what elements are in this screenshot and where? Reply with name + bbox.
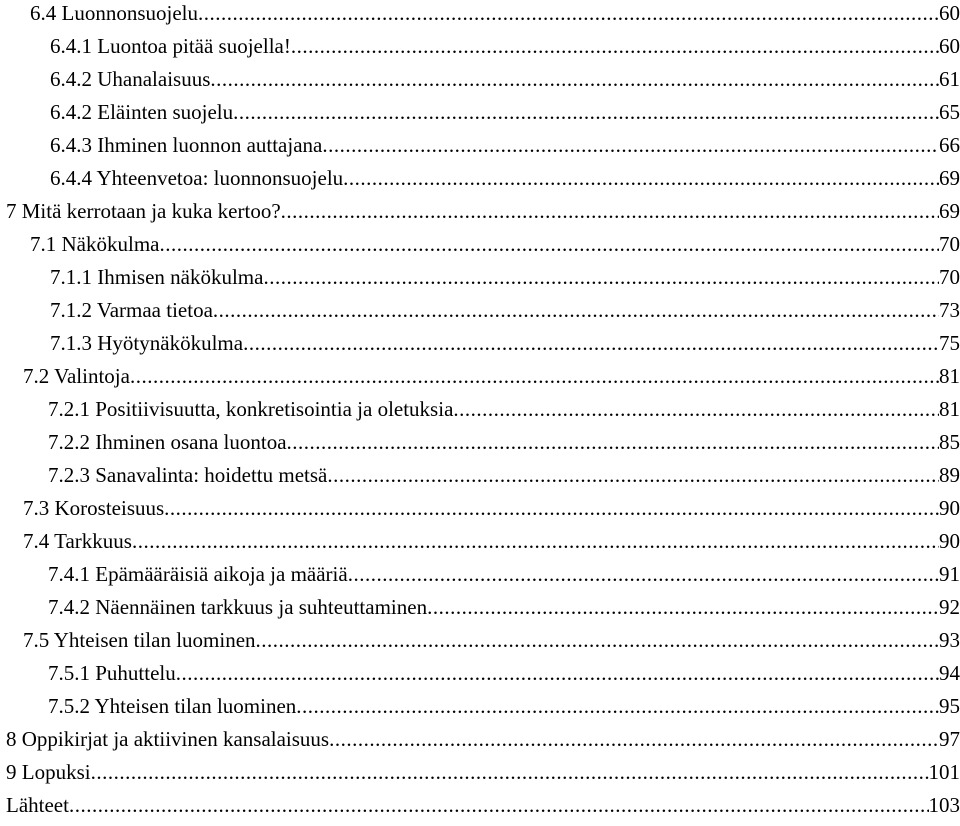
toc-entry-label: 6.4 Luonnonsuojelu	[30, 1, 198, 25]
toc-entry[interactable]	[0, 723, 960, 755]
toc-entry[interactable]	[0, 162, 960, 194]
toc-leader-dots	[256, 624, 939, 656]
toc-entry-label: 6.4.3 Ihminen luonnon auttajana	[50, 133, 323, 157]
toc-leader-dots	[233, 96, 939, 128]
toc-entry[interactable]	[0, 789, 960, 821]
toc-entry[interactable]	[0, 492, 960, 524]
toc-leader-dots	[453, 393, 939, 425]
toc-leader-dots	[69, 789, 929, 821]
toc-entry-page: 60	[939, 1, 960, 25]
toc-entry-page: 94	[939, 661, 960, 685]
toc-leader-dots	[263, 261, 939, 293]
toc-entry[interactable]	[0, 96, 960, 128]
toc-entry-label: 6.4.2 Eläinten suojelu	[50, 100, 234, 124]
toc-entry-page: 75	[939, 331, 960, 355]
toc-entry-label: 7.5.2 Yhteisen tilan luominen	[48, 694, 297, 718]
toc-entry-label: 7.5 Yhteisen tilan luominen	[23, 628, 256, 652]
toc-leader-dots	[329, 723, 939, 755]
toc-entry-page: 92	[939, 595, 960, 619]
toc-entry-label: 7.2.3 Sanavalinta: hoidettu metsä	[48, 463, 328, 487]
toc-entry[interactable]	[0, 228, 960, 260]
toc-leader-dots	[287, 426, 939, 458]
toc-entry[interactable]	[0, 525, 960, 557]
toc-entry[interactable]	[0, 129, 960, 161]
toc-leader-dots	[243, 327, 939, 359]
toc-entry[interactable]	[0, 294, 960, 326]
toc-leader-dots	[213, 294, 939, 326]
toc-entry[interactable]	[0, 30, 960, 62]
toc-leader-dots	[296, 690, 939, 722]
toc-entry[interactable]	[0, 756, 960, 788]
toc-entry-page: 81	[939, 364, 960, 388]
toc-leader-dots	[348, 558, 939, 590]
toc-entry-label: 7.1.2 Varmaa tietoa	[50, 298, 213, 322]
toc-entry-label: 7.4 Tarkkuus	[23, 529, 132, 553]
toc-entry-label: 7.5.1 Puhuttelu	[48, 661, 176, 685]
toc-entry-page: 73	[939, 298, 960, 322]
toc-entry-label: 6.4.4 Yhteenvetoa: luonnonsuojelu	[50, 166, 344, 190]
toc-entry-label: 7.1.3 Hyötynäkökulma	[50, 331, 244, 355]
toc-entry[interactable]	[0, 558, 960, 590]
toc-entry-label: 7.1.1 Ihmisen näkökulma	[50, 265, 264, 289]
toc-leader-dots	[210, 63, 939, 95]
toc-entry[interactable]	[0, 327, 960, 359]
toc-entry-page: 61	[939, 67, 960, 91]
toc-entry-label: 7 Mitä kerrotaan ja kuka kertoo?	[6, 199, 281, 223]
toc-entry[interactable]	[0, 426, 960, 458]
toc-entry[interactable]	[0, 63, 960, 95]
toc-entry-page: 90	[939, 529, 960, 553]
toc-leader-dots	[343, 162, 939, 194]
toc-entry[interactable]	[0, 690, 960, 722]
toc-entry-page: 81	[939, 397, 960, 421]
toc-leader-dots	[198, 0, 939, 29]
toc-entry-page: 69	[939, 199, 960, 223]
toc-leader-dots	[159, 228, 939, 260]
toc-entry[interactable]	[0, 624, 960, 656]
toc-entry-page: 90	[939, 496, 960, 520]
toc-entry-page: 85	[939, 430, 960, 454]
toc-entry-label: 7.4.1 Epämääräisiä aikoja ja määriä	[48, 562, 348, 586]
toc-entry-label: 8 Oppikirjat ja aktiivinen kansalaisuus	[6, 727, 330, 751]
toc-leader-dots	[164, 492, 939, 524]
toc-entry[interactable]	[0, 0, 960, 29]
toc-entry-label: 7.3 Korosteisuus	[23, 496, 165, 520]
toc-entry-label: 7.2.1 Positiivisuutta, konkretisointia ja oletuksia	[48, 397, 454, 421]
toc-entry-label: 7.2.2 Ihminen osana luontoa	[48, 430, 287, 454]
toc-leader-dots	[327, 459, 939, 491]
toc-entry-page: 70	[939, 265, 960, 289]
toc-leader-dots	[132, 525, 939, 557]
toc-entry[interactable]	[0, 459, 960, 491]
toc-entry-page: 95	[939, 694, 960, 718]
toc-entry-page: 93	[939, 628, 960, 652]
toc-leader-dots	[281, 195, 939, 227]
toc-entry-label: 7.4.2 Näennäinen tarkkuus ja suhteuttaminen	[48, 595, 428, 619]
toc-entry[interactable]	[0, 393, 960, 425]
toc-entry-page: 97	[939, 727, 960, 751]
toc-entry[interactable]	[0, 261, 960, 293]
toc-leader-dots	[176, 657, 939, 689]
toc-entry[interactable]	[0, 591, 960, 623]
toc-leader-dots	[322, 129, 939, 161]
toc-entry[interactable]	[0, 657, 960, 689]
toc-entry-label: Lähteet	[6, 793, 69, 817]
toc-leader-dots	[291, 30, 939, 62]
toc-entry-page: 69	[939, 166, 960, 190]
toc-entry-page: 70	[939, 232, 960, 256]
toc-entry-page: 103	[928, 793, 960, 817]
toc-entry-label: 7.2 Valintoja	[23, 364, 130, 388]
toc-entry-page: 101	[928, 760, 960, 784]
toc-entry[interactable]	[0, 360, 960, 392]
toc-leader-dots	[130, 360, 939, 392]
toc-entry-label: 9 Lopuksi	[6, 760, 91, 784]
toc-entry-label: 7.1 Näkökulma	[30, 232, 160, 256]
toc-entry-label: 6.4.2 Uhanalaisuus	[50, 67, 211, 91]
toc-leader-dots	[91, 756, 929, 788]
toc-entry-page: 89	[939, 463, 960, 487]
toc-entry-page: 60	[939, 34, 960, 58]
toc-entry-page: 91	[939, 562, 960, 586]
toc-entry[interactable]	[0, 195, 960, 227]
toc-entry-page: 65	[939, 100, 960, 124]
toc-entry-page: 66	[939, 133, 960, 157]
toc-entry-label: 6.4.1 Luontoa pitää suojella!	[50, 34, 291, 58]
toc-leader-dots	[427, 591, 939, 623]
